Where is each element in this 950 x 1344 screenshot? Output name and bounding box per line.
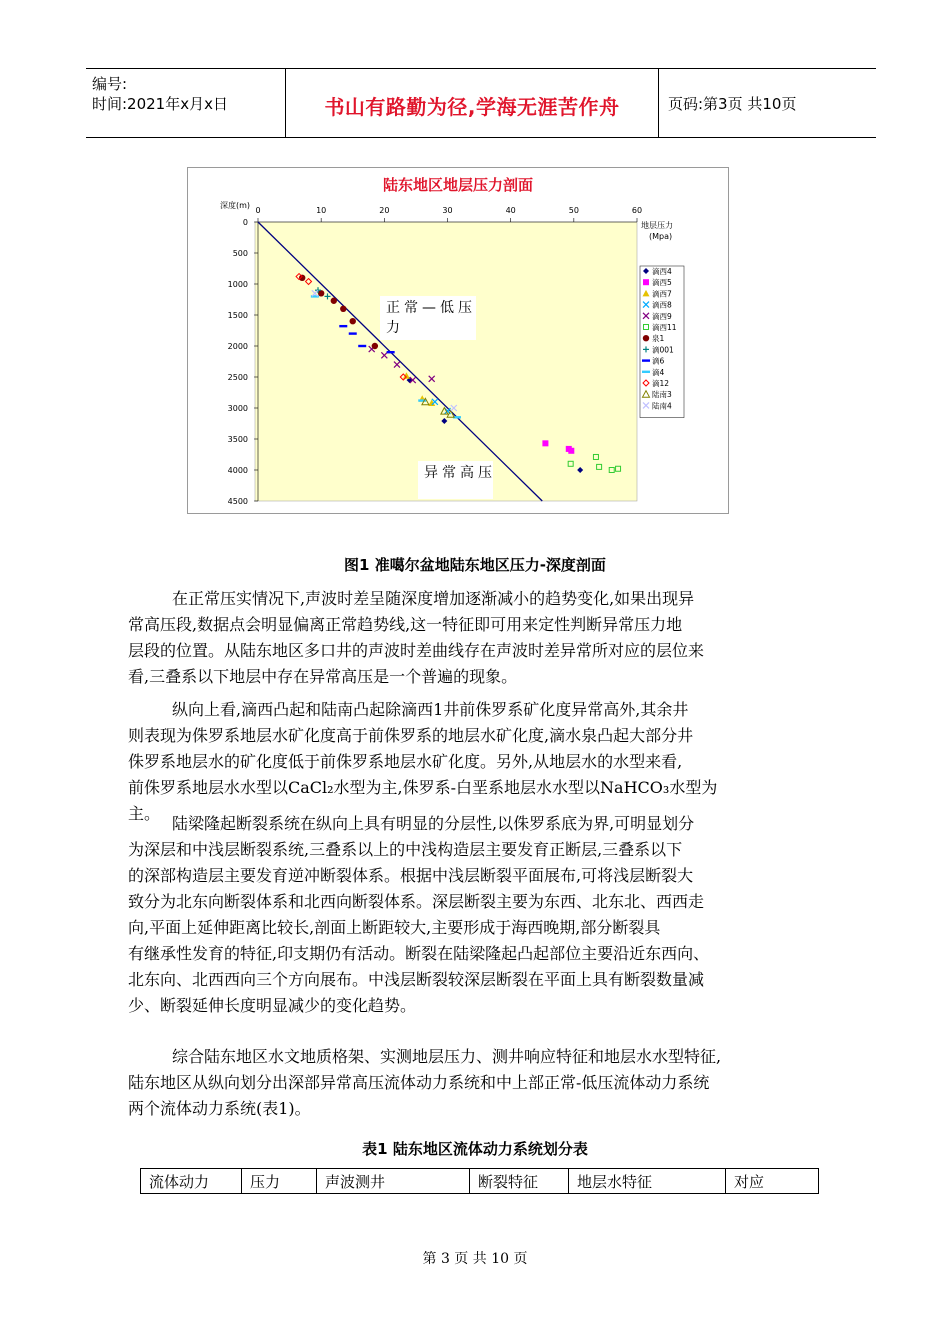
table-header-row [141, 1169, 819, 1194]
chart-annotation [380, 296, 476, 340]
paragraph-line: 侏罗系地层水的矿化度低于前侏罗系地层水矿化度。另外,从地层水的水型来看, [128, 752, 683, 771]
header-meta-cell [86, 69, 284, 137]
chart-title: 陆东地区地层压力剖面 [382, 176, 534, 194]
paragraph-line: 纵向上看,滴西凸起和陆南凸起除滴西1井前侏罗系矿化度异常高外,其余井 [172, 700, 689, 719]
table-header-cell: 声波测井 [317, 1169, 470, 1194]
legend-label: 陆南3 [652, 390, 672, 400]
legend-label: 滴西9 [652, 311, 672, 321]
y-tick-label: 2500 [227, 373, 248, 382]
pressure-depth-chart [187, 167, 729, 514]
header-motto-cell [285, 69, 659, 137]
legend-label: 滴西7 [652, 289, 672, 299]
paragraph-line: 为深层和中浅层断裂系统,三叠系以上的中浅构造层主要发育正断层,三叠系以下 [128, 840, 683, 859]
paragraph-line: 主。 [128, 804, 161, 823]
paragraph-line: 在正常压实情况下,声波时差呈随深度增加逐渐减小的趋势变化,如果出现异 [172, 589, 695, 608]
legend-label: 滴4 [652, 367, 665, 377]
table-header-cell: 对应 [726, 1169, 819, 1194]
annotation-text [424, 464, 496, 481]
legend-label: 滴西5 [652, 278, 672, 288]
legend-label: 滴西8 [652, 300, 672, 310]
table-header-cell: 地层水特征 [569, 1169, 726, 1194]
x-axis-label [641, 220, 673, 241]
chart-svg [188, 168, 728, 513]
x-tick-label: 30 [442, 206, 453, 215]
paragraph-line: 综合陆东地区水文地质格架、实测地层压力、测井响应特征和地层水水型特征, [172, 1047, 722, 1066]
legend-label: 滴6 [652, 356, 665, 366]
data-point [387, 351, 395, 353]
legend-label: 滴12 [652, 379, 670, 388]
x-tick-label: 40 [505, 206, 516, 215]
x-tick-label: 50 [568, 206, 579, 215]
data-point [643, 279, 649, 285]
chart-annotation [418, 461, 496, 499]
y-axis-label: 深度(m) [220, 201, 251, 210]
x-tick-label: 0 [255, 206, 261, 215]
figure-caption: 图1 准噶尔盆地陆东地区压力-深度剖面 [344, 556, 606, 574]
page-info: 页码:第3页 共10页 [668, 95, 797, 113]
fluid-system-table [140, 1168, 819, 1194]
y-tick-label: 4000 [227, 466, 248, 475]
data-point [643, 335, 649, 341]
data-point [349, 332, 357, 334]
data-point [642, 359, 650, 361]
table-header-cell: 压力 [242, 1169, 317, 1194]
x-tick-label: 20 [379, 206, 390, 215]
body-paragraph [128, 1044, 834, 1122]
body-paragraph [128, 811, 834, 1019]
header-page-cell [658, 69, 876, 137]
annotation-line: 力 [386, 320, 400, 336]
number-label: 编号: [92, 75, 128, 93]
paragraph-line: 层段的位置。从陆东地区多口井的声波时差曲线存在声波时差异常所对应的层位来 [128, 641, 705, 660]
data-point [642, 371, 650, 373]
data-point [568, 448, 574, 454]
page-header [86, 68, 876, 138]
x-axis-label-unit: (Mpa) [649, 232, 673, 241]
table-header-cell: 流体动力 [141, 1169, 242, 1194]
legend-label: 陆南4 [652, 401, 672, 411]
body-paragraph [128, 586, 834, 690]
table-header-cell: 断裂特征 [470, 1169, 569, 1194]
data-point [318, 290, 324, 296]
legend-label: 滴西4 [652, 267, 672, 276]
y-tick-label: 500 [232, 249, 248, 258]
data-point [542, 440, 548, 446]
paragraph-line: 常高压段,数据点会明显偏离正常趋势线,这一特征即可用来定性判断异常压力地 [128, 615, 683, 634]
y-tick-label: 1000 [227, 280, 248, 289]
y-tick-label: 2000 [227, 342, 248, 351]
y-tick-label: 1500 [227, 311, 248, 320]
y-tick-label: 4500 [227, 497, 248, 506]
x-tick-label: 10 [316, 206, 327, 215]
annotation-line: 正常—低压 [386, 300, 476, 316]
paragraph-line: 则表现为侏罗系地层水矿化度高于前侏罗系的地层水矿化度,滴水泉凸起大部分井 [128, 726, 694, 745]
data-point [350, 318, 356, 324]
paragraph-line: 陆梁隆起断裂系统在纵向上具有明显的分层性,以侏罗系底为界,可明显划分 [172, 814, 695, 833]
paragraph-line: 致分为北东向断裂体系和北西向断裂体系。深层断裂主要为东西、北东北、西西走 [128, 892, 705, 911]
x-axis-label-line: 地层压力 [641, 221, 673, 230]
date-label: 时间:2021年x月x日 [92, 95, 228, 113]
paragraph-line: 北东向、北西西向三个方向展布。中浅层断裂较深层断裂在平面上具有断裂数量减 [128, 970, 705, 989]
data-point [339, 325, 347, 327]
y-tick-label: 0 [242, 218, 248, 227]
y-tick-label: 3000 [227, 404, 248, 413]
page-footer: 第 3 页 共 10 页 [422, 1251, 528, 1267]
paragraph-line: 两个流体动力系统(表1)。 [128, 1099, 311, 1118]
data-point [358, 345, 366, 347]
data-point [372, 343, 378, 349]
legend-label: 滴001 [652, 345, 674, 355]
plot-area [255, 222, 637, 501]
paragraph-line: 陆东地区从纵向划分出深部异常高压流体动力系统和中上部正常-低压流体动力系统 [128, 1073, 710, 1092]
y-tick-label: 3500 [227, 435, 248, 444]
legend-label: 泉1 [652, 334, 665, 344]
paragraph-line: 少、断裂延伸长度明显减少的变化趋势。 [128, 996, 417, 1015]
paragraph-line: 有继承性发育的特征,印支期仍有活动。断裂在陆梁隆起凸起部位主要沿近东西向、 [128, 944, 710, 963]
body-paragraph [128, 697, 834, 827]
paragraph-line: 向,平面上延伸距离比较长,剖面上断距较大,主要形成于海西晚期,部分断裂具 [128, 918, 661, 937]
paragraph-line: 的深部构造层主要发育逆冲断裂体系。根据中浅层断裂平面展布,可将浅层断裂大 [128, 866, 694, 885]
legend-label: 滴西11 [652, 323, 677, 332]
data-point [331, 298, 337, 304]
paragraph-line: 看,三叠系以下地层中存在异常高压是一个普遍的现象。 [128, 667, 518, 686]
paragraph-line: 前侏罗系地层水水型以CaCl₂水型为主,侏罗系-白垩系地层水水型以NaHCO₃水型为 [128, 778, 718, 797]
table-title: 表1 陆东地区流体动力系统划分表 [362, 1140, 588, 1158]
x-tick-label: 60 [631, 206, 643, 215]
data-point [340, 306, 346, 312]
motto-text: 书山有路勤为径,学海无涯苦作舟 [324, 95, 620, 119]
annotation-line: 异常高压 [424, 465, 496, 481]
data-point [299, 275, 305, 281]
